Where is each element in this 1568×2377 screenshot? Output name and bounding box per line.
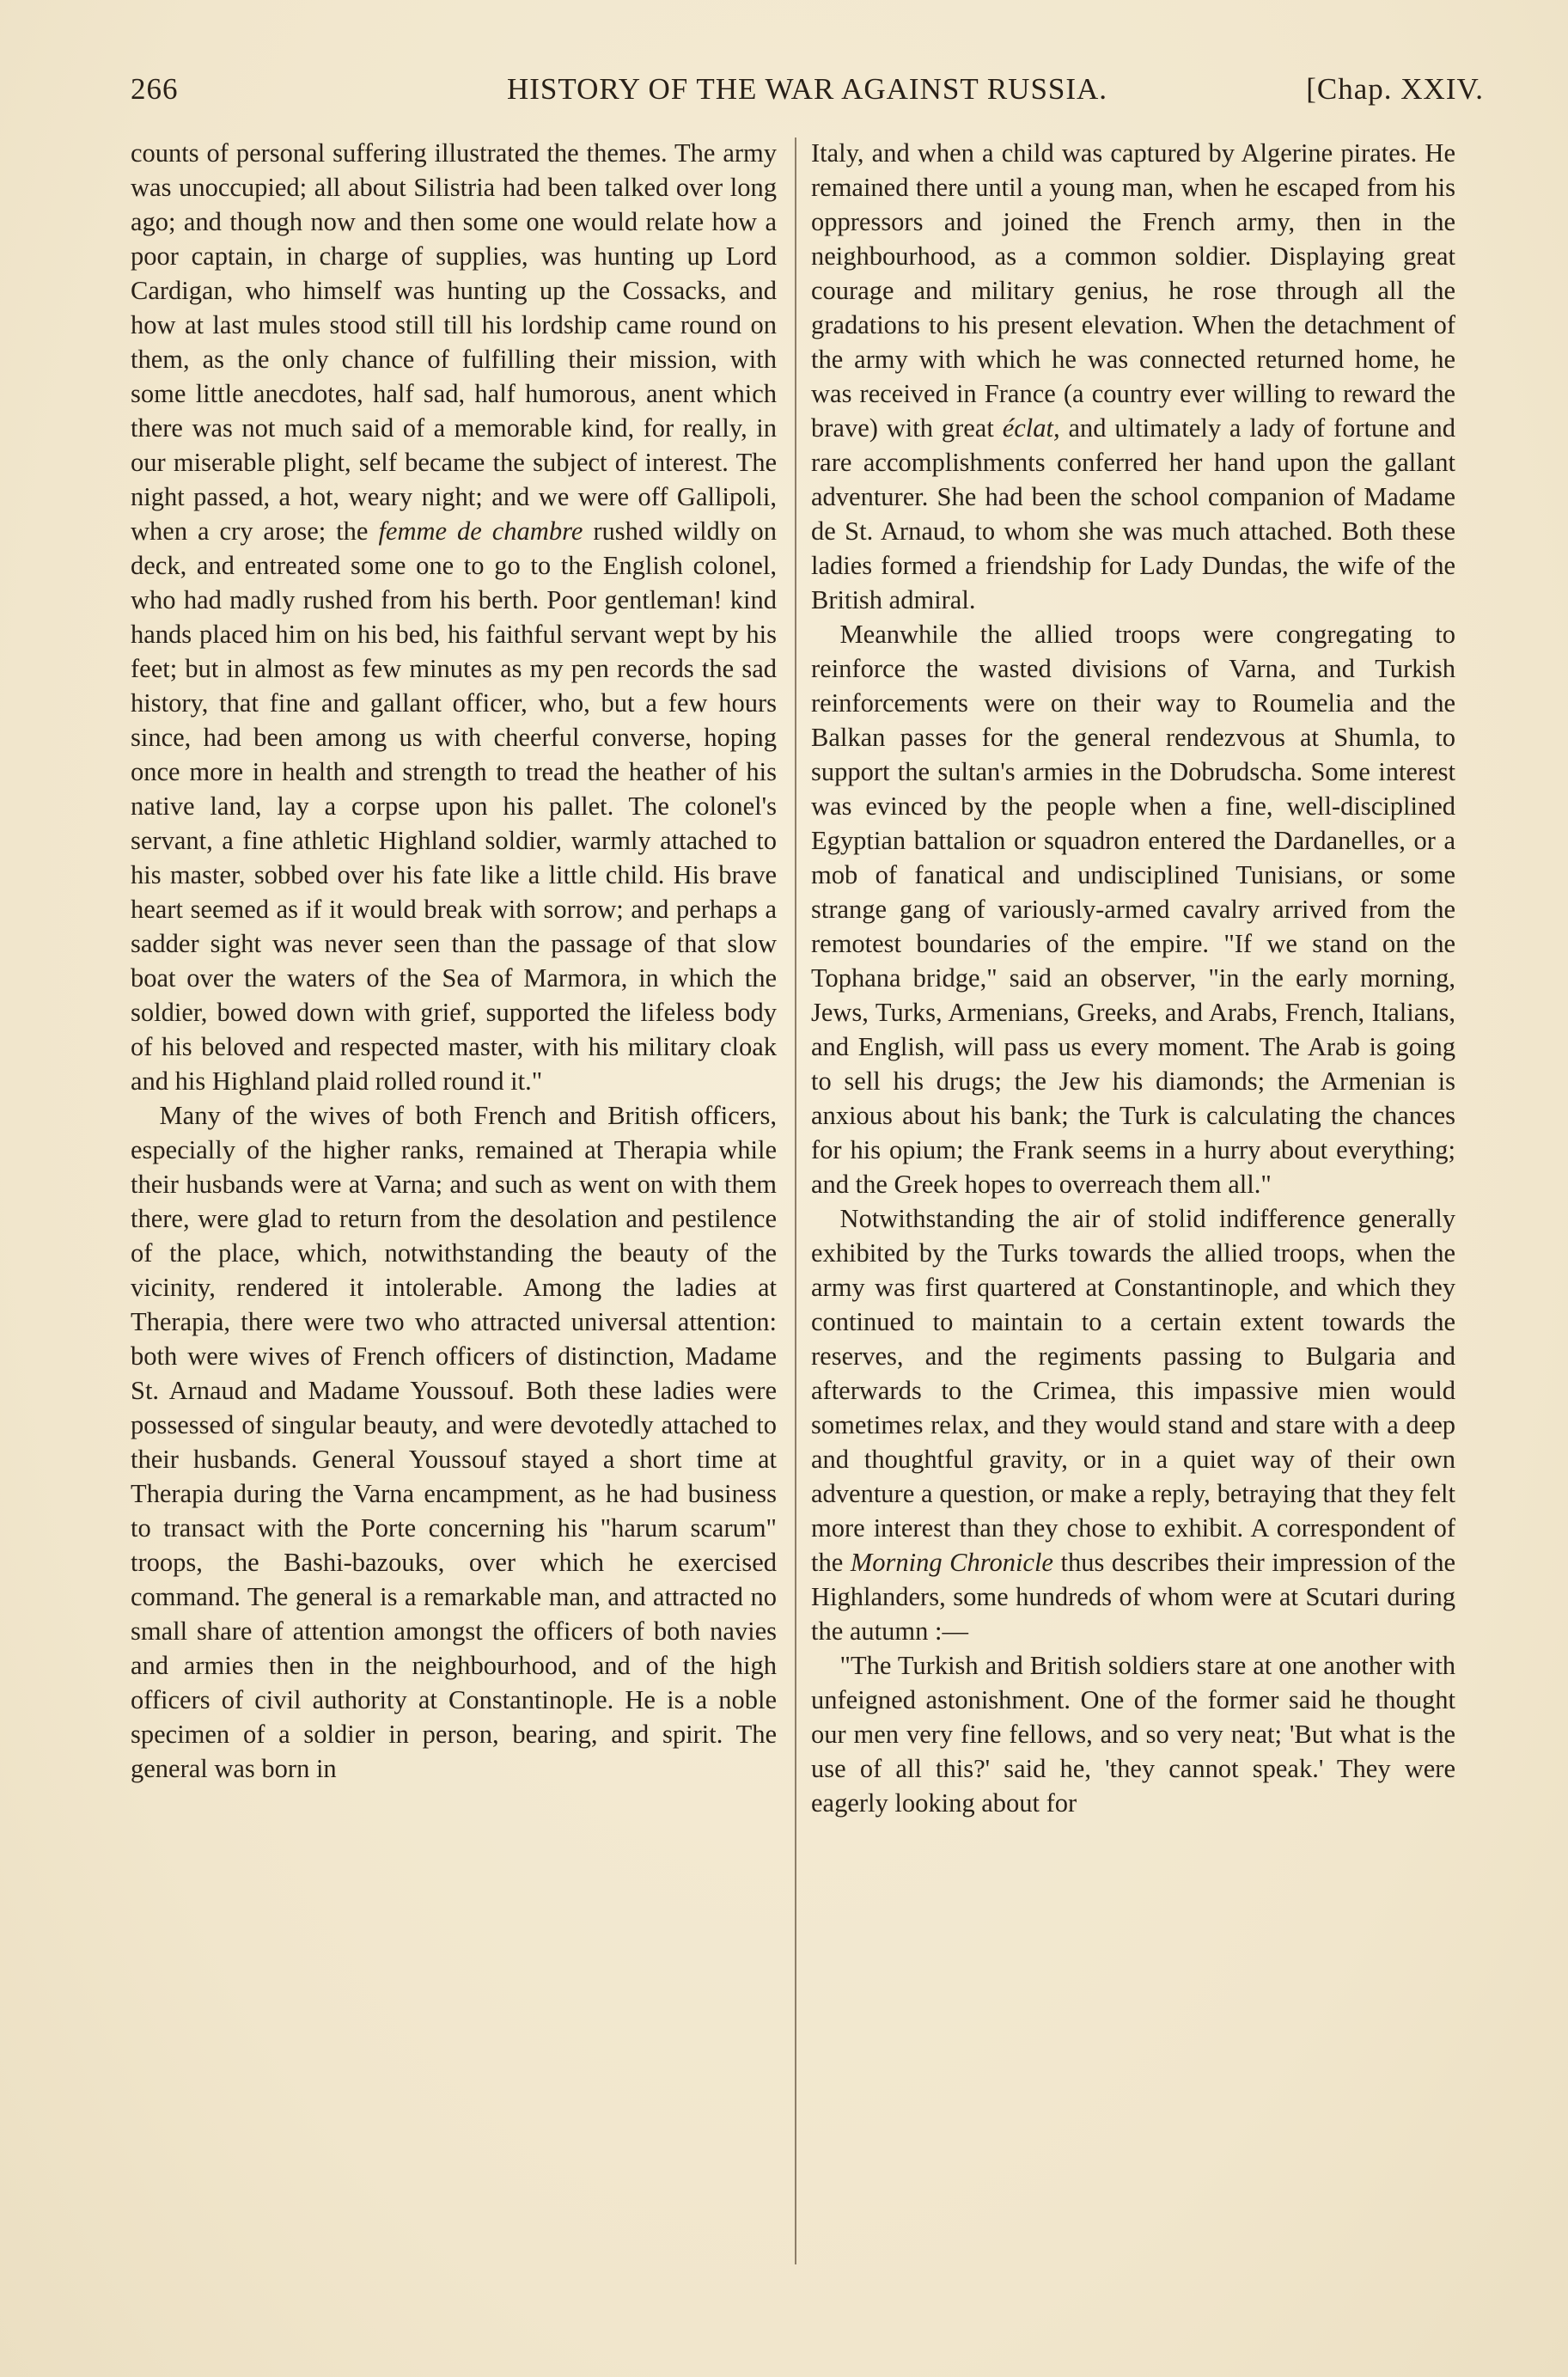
column-divider	[795, 137, 796, 2264]
text-run: counts of personal suffering illustrated the themes. The army was unoccupied; all about Silistria had been talked over long ago; and though now and then some one would relate how a poor captain, in charge of supplies, was hunting up Lord Cardigan, who himself was hunting up the Cossacks, and how at last mules stood still till his lordship came round on them, as the only chance of fulfilling their mission, with some little anecdotes, half sad, half humorous, anent which there was not much said of a memorable kind, for really, in our miserable plight, self became the subject of interest. The night passed, a hot, weary night; and we were off Gallipoli, when a cry arose; the	[131, 138, 777, 546]
text-run: Notwithstanding the air of stolid indifference generally exhibited by the Turks towards the allied troops, when the army was first quartered at Constantinople, and which they continued to maintain to a certain extent towards the reserves, and the regiments passing to Bulgaria and afterwards to the Crimea, this impassive mien would sometimes relax, and they would stand and stare with a deep and thoughtful gravity, or in a quiet way of their own adventure a question, or make a reply, betraying that they felt more interest than they chose to exhibit. A correspondent of the	[811, 1204, 1455, 1577]
paragraph: "The Turkish and British soldiers stare at one another with unfeigned astonishment. One of the former said he thought our men very fine fellows, and so very neat; 'But what is the use of all this?' said he, 'they cannot speak.' They were eagerly looking about for	[811, 1651, 1455, 1818]
paragraph: Many of the wives of both French and British officers, especially of the higher ranks, remained at Therapia while their husbands were at Varna; and such as went on with them there, were glad to return from the desolation and pestilence of the place, which, notwithstanding the beauty of the vicinity, rendered it intolerable. Among the ladies at Therapia, there were two who attracted universal attention: both were wives of French officers of distinction, Madame St. Arnaud and Madame Youssouf. Both these ladies were possessed of singular beauty, and were devotedly attached to their husbands. General Youssouf stayed a short time at Therapia during the Varna encampment, as he had business to transact with the Porte concerning his "harum scarum" troops, the Bashi-bazouks, over which he exercised command. The general is a remarkable man, and attracted no small share of attention amongst the officers of both navies and armies then in the neighbourhood, and of the high officers of civil authority at Constantinople. He is a noble specimen of a soldier in person, bearing, and spirit. The general was born in	[131, 1101, 777, 1783]
paragraph	[131, 136, 777, 1098]
italic-phrase: femme de chambre	[378, 516, 583, 546]
page-number: 266	[131, 72, 179, 106]
italic-phrase: Morning Chronicle	[850, 1548, 1053, 1577]
paragraph: Meanwhile the allied troops were congregating to reinforce the wasted divisions of Varna, and Turkish reinforcements were on their way to Roumelia and the Balkan passes for the general rendezvous at Shumla, to support the sultan's armies in the Dobrudscha. Some interest was evinced by the people when a fine, well-disciplined Egyptian battalion or squadron entered the Dardanelles, or a mob of fanatical and undisciplined Tunisians, or some strange gang of variously-armed cavalry arrived from the remotest boundaries of the empire. "If we stand on the Tophana bridge," said an observer, "in the early morning, Jews, Turks, Armenians, Greeks, and Arabs, French, Italians, and English, will pass us every moment. The Arab is going to sell his drugs; the Jew his diamonds; the Armenian is anxious about his bank; the Turk is calculating the chances for his opium; the Frank seems in a hurry about everything; and the Greek hopes to overreach them all."	[811, 620, 1455, 1199]
running-header	[131, 72, 1484, 124]
right-column	[811, 136, 1455, 1820]
paragraph	[811, 136, 1455, 617]
text-run: Italy, and when a child was captured by Algerine pirates. He remained there until a young man, when he escaped from his oppressors and joined the French army, then in the neighbourhood, as a common soldier. Displaying great courage and military genius, he rose through all the gradations to his present elevation. When the detachment of the army with which he was connected returned home, he was received in France (a country ever willing to reward the brave) with great	[811, 138, 1455, 443]
running-title: HISTORY OF THE WAR AGAINST RUSSIA.	[506, 72, 1108, 106]
text-run: and ultimately a lady of fortune and rare accomplishments conferred her hand upon the gallant adventurer. She had been the school companion of Madame de St. Arnaud, to whom she was much attached. Both these ladies formed a friendship for Lady Dundas, the wife of the British admiral.	[811, 413, 1455, 614]
italic-phrase: éclat,	[1002, 413, 1060, 443]
left-column	[131, 136, 777, 1786]
text-run: thus describes their impression of the Highlanders, some hundreds of whom were at Scutari during the autumn :—	[811, 1548, 1455, 1646]
chapter-label: [Chap. XXIV.	[1306, 72, 1484, 106]
paragraph	[811, 1201, 1455, 1648]
text-run: rushed wildly on deck, and entreated some one to go to the English colonel, who had madly rushed from his berth. Poor gentleman! kind hands placed him on his bed, his faithful servant wept by his feet; but in almost as few minutes as my pen records the sad history, that fine and gallant officer, who, but a few hours since, had been among us with cheerful converse, hoping once more in health and strength to tread the heather of his native land, lay a corpse upon his pallet. The colonel's servant, a fine athletic Highland soldier, warmly attached to his master, sobbed over his fate like a little child. His brave heart seemed as if it would break with sorrow; and perhaps a sadder sight was never seen than the passage of that slow boat over the waters of the Sea of Marmora, in which the soldier, bowed down with grief, supported the lifeless body of his beloved and respected master, with his military cloak and his Highland plaid rolled round it."	[131, 516, 778, 1096]
